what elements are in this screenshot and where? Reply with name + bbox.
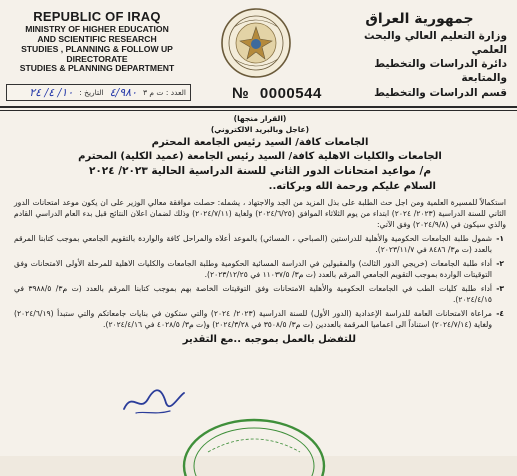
letter-subject-note: (القرار منجها) (233, 114, 287, 123)
list-item-text: أداء طلبة الجامعات (خريجي الدور الثالث) والمقبولين في الدراسة المسائية الحكومية وطلبة الجامعات والكليات الاهلية للمرحلة الأولى الامتحانات وفق التوقيتات الواردة بموجب التقويم الجامعي المرقم بالعدد (ت م٣/ ١١٠٣٧/٥ في ٢٠٢٣/١٢/٢٥). (14, 259, 492, 279)
letter-body (14, 113, 506, 347)
header-divider (0, 106, 517, 108)
list-item (14, 233, 504, 255)
ministry-name-en: MINISTRY OF HIGHER EDUCATION (25, 23, 169, 34)
recipient-line-2: الجامعات والكليات الاهلية كافة/ السيد رئيس الجامعة (عميد الكلية) المحترم (78, 151, 442, 162)
list-item-number: ١- (496, 234, 504, 243)
directorate-name-ar: دائرة الدراسات والتخطيط والمتابعة (374, 58, 507, 85)
list-item (14, 283, 504, 305)
list-item-number: ٢- (496, 259, 504, 268)
recipient-line-1: الجامعات كافة/ السيد رئيس الجامعة المحترم (151, 137, 369, 148)
ref-date-label: التاريخ : (79, 88, 104, 97)
department-name-ar: قسم الدراسات والتخطيط (374, 86, 507, 99)
reference-box (6, 84, 191, 101)
letter-topic: م/ مواعيد امتحانات الدور الثاني للسنة الدراسية الحالية ٢٠٢٣/ ٢٠٢٤ (88, 165, 432, 177)
country-name-en: REPUBLIC OF IRAQ (33, 9, 161, 24)
ministry-name-ar: وزارة التعليم العالي والبحث العلمي (364, 29, 507, 57)
ref-number-value: ٤/٩٨٠ (109, 86, 137, 99)
list-item-text: شمول طلبة الجامعات الحكومية والأهلية للدراستين (الصباحي ، المسائي) بالموعد أعلاه والمراحل كافة والواردة بالتقويم الجامعي بموجب كتابنا المرقم بالعدد (ت م٣/ ٨٤٨٦ في ٢٠٢٣/١١/٧). (14, 234, 492, 254)
ref-number-label: العدد : ت م ٣ (142, 88, 186, 97)
list-item (14, 308, 504, 330)
greeting: السلام عليكم ورحمة الله وبركاته.. (268, 181, 436, 192)
ministry-seal (220, 7, 292, 79)
official-stamp (178, 406, 330, 476)
list-item-number: ٣- (496, 284, 504, 293)
list-item-text: مراعاة الامتحانات العامة للدراسة الإعدادية (الدور الأول) للسنة الدراسية (٢٠٢٣/ ٢٠٢٤) والتي ستكون في بنايات جامعاتكم والتي ستبدأ (٢٠٢٤/٦/١٩) ولغاية (٢٠٢٤/٧/١٤) استناداً الى اعماميا المرقمة بالعددين (ت م٣/ ٣٥٠٨/٥ في ٢٠٢٤/٣/٢٨) و(ت م٣/ ٤٠٢٨/٥ في ٢٠٢٤/٤/١٦). (14, 309, 492, 329)
arabic-letterhead (332, 10, 507, 100)
directorate-name-en: STUDIES , PLANNING & FOLLOW UP DIRECTORATE (21, 43, 173, 64)
closing-line: للتفضل بالعمل بموجبه ..مع التقدير (182, 334, 356, 345)
list-item-text: أداء طلبة كليات الطب في الجامعات الحكومية والأهلية الامتحانات وفق التوقيتات الخاصة بهم بموجب كتابنا المرقم بالعدد (ت م٣/ ٣٩٨٨/٥ في ٢٠٢٤/٤/١٥). (14, 284, 492, 304)
list-item (14, 258, 504, 280)
serial-value: 0000544 (259, 85, 322, 102)
urgency-note: (عاجل وبالبريد الالكتروني) (210, 125, 310, 134)
ref-date-value: ١٠/ ٤/ ٢٤ (29, 86, 74, 99)
instruction-list (14, 233, 506, 330)
intro-paragraph: استكمالاً للمسيرة العلمية ومن اجل حث الطلبة على بذل المزيد من الجد والاجتهاد ، يشمله: حصلت موافقة معالي الوزير على ان يكون موعد امتحانات الدور الثاني للسنة الدراسية (٢٠٢٣/ ٢٠٢٤) ابتداء من يوم الثلاثاء الموافق (٢٠٢٤/٦/٢٥) ولغاية (٢٠٢٤/٧/١١) وذلك لضمان اعلان النتائج قبل بدء العام الدراسي القادم والذي سيكون في (٢٠٢٤/٩/٨) وفق الآتي: (14, 198, 506, 229)
english-letterhead (6, 10, 188, 74)
department-name-en: STUDIES & PLANNING DEPARTMENT (19, 63, 175, 74)
header-divider-thin (0, 110, 517, 111)
serial-number (232, 85, 322, 102)
list-item-number: ٤- (496, 309, 504, 318)
serial-prefix: № (232, 85, 250, 102)
country-name-ar: جمهورية العراق (365, 11, 474, 27)
ministry-name-en-2: AND SCIENTIFIC RESEARCH (37, 33, 157, 44)
